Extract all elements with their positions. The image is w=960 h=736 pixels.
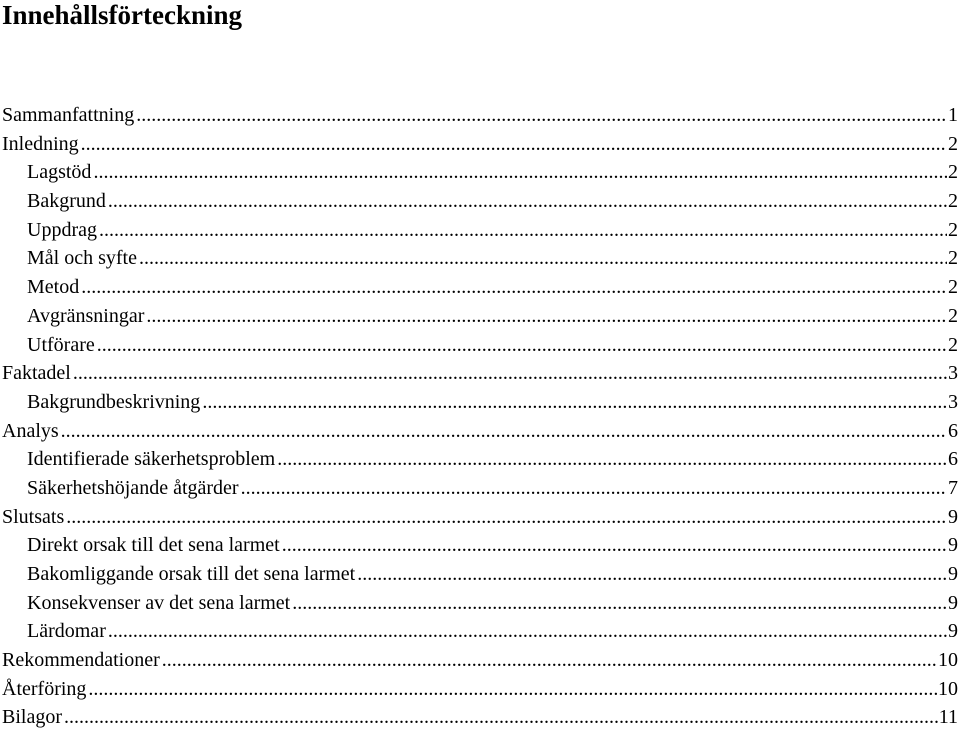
toc-entry-aterforing[interactable] bbox=[2, 675, 960, 704]
toc-entry-lardomar[interactable] bbox=[2, 617, 960, 646]
dot-leader bbox=[277, 445, 947, 474]
toc-entry-label: Lärdomar bbox=[27, 620, 106, 643]
toc-entry-label: Sammanfattning bbox=[2, 104, 135, 126]
toc-entry-page: 9 bbox=[948, 620, 958, 643]
dot-leader bbox=[357, 560, 947, 589]
dot-leader bbox=[81, 130, 947, 159]
toc-entry-label: Slutsats bbox=[2, 505, 65, 528]
toc-entry-page: 9 bbox=[948, 591, 958, 614]
toc-entry-label: Bilagor bbox=[2, 706, 62, 729]
dot-leader bbox=[61, 417, 947, 446]
toc-entry-uppdrag[interactable] bbox=[2, 216, 960, 245]
toc-entry-label: Bakomliggande orsak till det sena larmet bbox=[27, 563, 356, 585]
toc-entry-label: Metod bbox=[27, 276, 80, 299]
toc-entry-label: Utförare bbox=[27, 333, 95, 356]
toc-entry-label: Uppdrag bbox=[27, 218, 97, 241]
toc-list bbox=[2, 101, 960, 732]
toc-entry-inledning[interactable] bbox=[2, 130, 960, 159]
toc-entry-page: 1 bbox=[948, 104, 958, 126]
toc-entry-page: 2 bbox=[948, 218, 958, 241]
toc-entry-bakgrundbeskrivning[interactable] bbox=[2, 388, 960, 417]
dot-leader bbox=[66, 503, 947, 532]
dot-leader bbox=[73, 359, 947, 388]
toc-entry-page: 2 bbox=[948, 247, 958, 270]
toc-entry-page: 7 bbox=[948, 476, 958, 499]
toc-entry-page: 10 bbox=[938, 677, 958, 700]
toc-entry-label: Rekommendationer bbox=[2, 649, 160, 672]
toc-entry-metod[interactable] bbox=[2, 273, 960, 302]
toc-entry-label: Lagstöd bbox=[27, 161, 92, 184]
toc-entry-slutsats[interactable] bbox=[2, 503, 960, 532]
dot-leader bbox=[202, 388, 947, 417]
toc-entry-label: Konsekvenser av det sena larmet bbox=[27, 591, 291, 614]
toc-entry-avgransningar[interactable] bbox=[2, 302, 960, 331]
toc-entry-label: Inledning bbox=[2, 132, 79, 155]
dot-leader bbox=[64, 703, 938, 732]
toc-entry-label: Analys bbox=[2, 419, 59, 442]
toc-entry-page: 2 bbox=[948, 132, 958, 155]
toc-entry-page: 6 bbox=[948, 419, 958, 442]
toc-entry-mal-och-syfte[interactable] bbox=[2, 244, 960, 273]
toc-entry-utforare[interactable] bbox=[2, 331, 960, 360]
dot-leader bbox=[146, 302, 947, 331]
toc-title: Innehållsförteckning bbox=[2, 0, 243, 30]
toc-entry-sakerhetshojande-atgarder[interactable] bbox=[2, 474, 960, 503]
toc-entry-page: 2 bbox=[948, 304, 958, 327]
toc-entry-direkt-orsak[interactable] bbox=[2, 531, 960, 560]
toc-entry-label: Direkt orsak till det sena larmet bbox=[27, 534, 280, 557]
dot-leader bbox=[99, 216, 947, 245]
toc-entry-bilagor[interactable] bbox=[2, 703, 960, 732]
dot-leader bbox=[97, 331, 947, 360]
toc-entry-page: 10 bbox=[938, 649, 958, 672]
toc-entry-identifierade-sakerhetsproblem[interactable] bbox=[2, 445, 960, 474]
dot-leader bbox=[162, 646, 937, 675]
toc-entry-faktadel[interactable] bbox=[2, 359, 960, 388]
toc-entry-page: 11 bbox=[938, 706, 958, 729]
toc-entry-rekommendationer[interactable] bbox=[2, 646, 960, 675]
toc-entry-sammanfattning[interactable] bbox=[2, 101, 960, 130]
toc-entry-page: 9 bbox=[948, 505, 958, 528]
toc-entry-page: 2 bbox=[948, 276, 958, 299]
toc-entry-page: 2 bbox=[948, 333, 958, 356]
toc-entry-page: 3 bbox=[948, 390, 958, 413]
toc-entry-page: 6 bbox=[948, 448, 958, 471]
toc-entry-page: 9 bbox=[948, 534, 958, 557]
dot-leader bbox=[81, 273, 947, 302]
dot-leader bbox=[139, 244, 947, 273]
dot-leader bbox=[282, 531, 947, 560]
toc-entry-page: 9 bbox=[948, 563, 958, 585]
toc-entry-label: Avgränsningar bbox=[27, 304, 145, 327]
toc-entry-lagstod[interactable] bbox=[2, 158, 960, 187]
toc-entry-analys[interactable] bbox=[2, 417, 960, 446]
dot-leader bbox=[108, 187, 947, 216]
toc-entry-konsekvenser[interactable] bbox=[2, 589, 960, 618]
toc-entry-page: 3 bbox=[948, 362, 958, 385]
toc-entry-page: 2 bbox=[948, 161, 958, 184]
toc-entry-page: 2 bbox=[948, 190, 958, 213]
toc-entry-bakgrund[interactable] bbox=[2, 187, 960, 216]
toc-entry-label: Säkerhetshöjande åtgärder bbox=[27, 476, 239, 499]
toc-entry-label: Faktadel bbox=[2, 362, 71, 385]
dot-leader bbox=[136, 101, 947, 130]
toc-entry-label: Bakgrundbeskrivning bbox=[27, 390, 201, 413]
toc-entry-label: Identifierade säkerhetsproblem bbox=[27, 448, 276, 471]
dot-leader bbox=[241, 474, 947, 503]
dot-leader bbox=[88, 675, 937, 704]
toc-entry-label: Mål och syfte bbox=[27, 247, 137, 270]
toc-entry-label: Återföring bbox=[2, 677, 87, 700]
dot-leader bbox=[93, 158, 947, 187]
dot-leader bbox=[108, 617, 947, 646]
dot-leader bbox=[292, 589, 947, 618]
toc-entry-label: Bakgrund bbox=[27, 190, 106, 213]
toc-entry-bakomliggande-orsak[interactable] bbox=[2, 560, 960, 589]
